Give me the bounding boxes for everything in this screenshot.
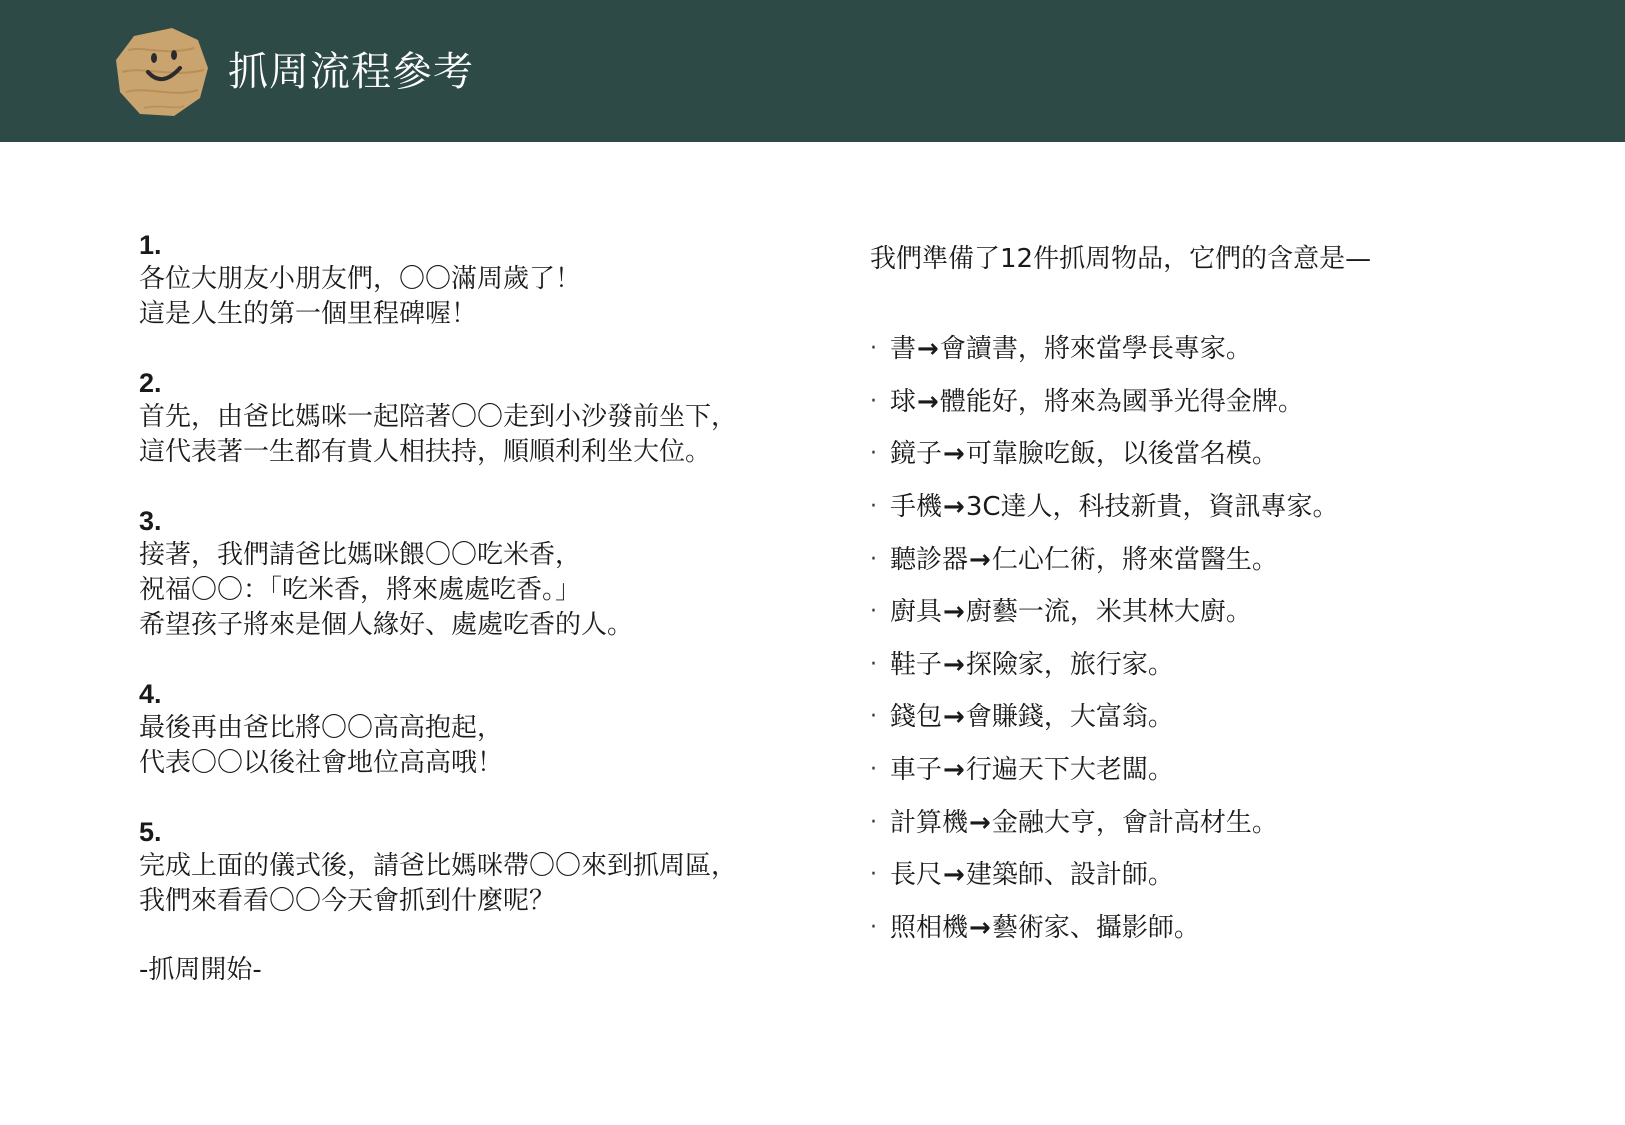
item-name: 鏡子 <box>890 439 943 470</box>
header-bar <box>0 0 1625 142</box>
bullet: · <box>870 914 877 940</box>
item-meaning: 會讀書，將來當學長專家。 <box>939 334 1252 365</box>
list-item <box>870 639 1339 692</box>
item-meaning: 3C達人，科技新貴，資訊專家。 <box>965 492 1339 523</box>
step-text-line: 接著，我們請爸比媽咪餵〇〇吃米香， <box>139 540 582 570</box>
list-item <box>870 481 1339 534</box>
closing-text: -抓周開始- <box>139 955 262 985</box>
item-name: 計算機 <box>890 807 969 838</box>
step-text-line: 這是人生的第一個里程碑喔！ <box>139 299 478 329</box>
arrow-right-icon: → <box>917 386 939 417</box>
item-name: 錢包 <box>890 702 943 733</box>
list-item <box>870 376 1339 429</box>
item-name: 鞋子 <box>890 649 943 680</box>
arrow-right-icon: → <box>969 912 991 943</box>
arrow-right-icon: → <box>969 544 991 575</box>
step-1 <box>139 228 819 332</box>
bullet: · <box>870 757 877 783</box>
item-list <box>870 323 1339 954</box>
step-text-line: 最後再由爸比將〇〇高高抱起， <box>139 713 504 743</box>
step-number: 2. <box>139 368 162 398</box>
item-meaning: 行遍天下大老闆。 <box>965 755 1174 786</box>
list-item <box>870 796 1339 849</box>
bullet: · <box>870 862 877 888</box>
bullet: · <box>870 809 877 835</box>
item-name: 手機 <box>890 492 943 523</box>
step-text-line: 代表〇〇以後社會地位高高哦！ <box>139 748 504 778</box>
item-name: 書 <box>890 334 917 365</box>
step-text-line: 希望孩子將來是個人緣好、處處吃香的人。 <box>139 610 634 640</box>
arrow-right-icon: → <box>943 439 965 470</box>
step-number: 4. <box>139 679 162 709</box>
item-meaning: 可靠臉吃飯，以後當名模。 <box>965 439 1278 470</box>
item-meaning: 廚藝一流，米其林大廚。 <box>965 597 1252 628</box>
item-meaning: 藝術家、攝影師。 <box>991 912 1200 943</box>
page-title: 抓周流程參考 <box>228 49 474 95</box>
list-item <box>870 586 1339 639</box>
list-item <box>870 691 1339 744</box>
arrow-right-icon: → <box>943 702 965 733</box>
item-name: 廚具 <box>890 597 943 628</box>
item-name: 聽診器 <box>890 544 969 575</box>
item-meaning: 體能好，將來為國爭光得金牌。 <box>939 386 1304 417</box>
arrow-right-icon: → <box>969 807 991 838</box>
list-item <box>870 744 1339 797</box>
item-meaning: 探險家，旅行家。 <box>965 649 1174 680</box>
bullet: · <box>870 546 877 572</box>
step-text-line: 這代表著一生都有貴人相扶持，順順利利坐大位。 <box>139 437 712 467</box>
step-text-line: 首先，由爸比媽咪一起陪著〇〇走到小沙發前坐下， <box>139 402 738 432</box>
step-text-line: 我們來看看〇〇今天會抓到什麼呢？ <box>139 886 556 916</box>
smiley-wood-badge-icon <box>114 26 210 118</box>
ceremony-steps <box>139 228 819 988</box>
arrow-right-icon: → <box>943 860 965 891</box>
bullet: · <box>870 494 877 520</box>
list-item <box>870 428 1339 481</box>
step-number: 3. <box>139 506 162 536</box>
bullet: · <box>870 441 877 467</box>
arrow-right-icon: → <box>943 492 965 523</box>
item-meaning: 會賺錢，大富翁。 <box>965 702 1174 733</box>
arrow-right-icon: → <box>917 334 939 365</box>
list-item <box>870 902 1339 955</box>
item-name: 長尺 <box>890 860 943 891</box>
bullet: · <box>870 336 877 362</box>
bullet: · <box>870 388 877 414</box>
list-item <box>870 849 1339 902</box>
bullet: · <box>870 599 877 625</box>
item-name: 照相機 <box>890 912 969 943</box>
item-meaning: 仁心仁術，將來當醫生。 <box>991 544 1278 575</box>
list-item <box>870 533 1339 586</box>
step-text-line: 各位大朋友小朋友們，〇〇滿周歲了！ <box>139 264 582 294</box>
step-4 <box>139 677 819 781</box>
step-5 <box>139 815 819 919</box>
bullet: · <box>870 651 877 677</box>
item-meaning: 建築師、設計師。 <box>965 860 1174 891</box>
bullet: · <box>870 704 877 730</box>
step-number: 1. <box>139 230 162 260</box>
arrow-right-icon: → <box>943 755 965 786</box>
step-text-line: 祝福〇〇：「吃米香，將來處處吃香。」 <box>139 575 582 605</box>
step-text-line: 完成上面的儀式後，請爸比媽咪帶〇〇來到抓周區， <box>139 851 738 881</box>
arrow-right-icon: → <box>943 649 965 680</box>
step-3 <box>139 504 819 643</box>
item-name: 球 <box>890 386 917 417</box>
item-meaning: 金融大亨，會計高材生。 <box>991 807 1278 838</box>
list-item <box>870 323 1339 376</box>
step-2 <box>139 366 819 470</box>
arrow-right-icon: → <box>943 597 965 628</box>
items-intro: 我們準備了12件抓周物品，它們的含意是— <box>870 244 1372 274</box>
item-name: 車子 <box>890 755 943 786</box>
step-number: 5. <box>139 817 162 847</box>
